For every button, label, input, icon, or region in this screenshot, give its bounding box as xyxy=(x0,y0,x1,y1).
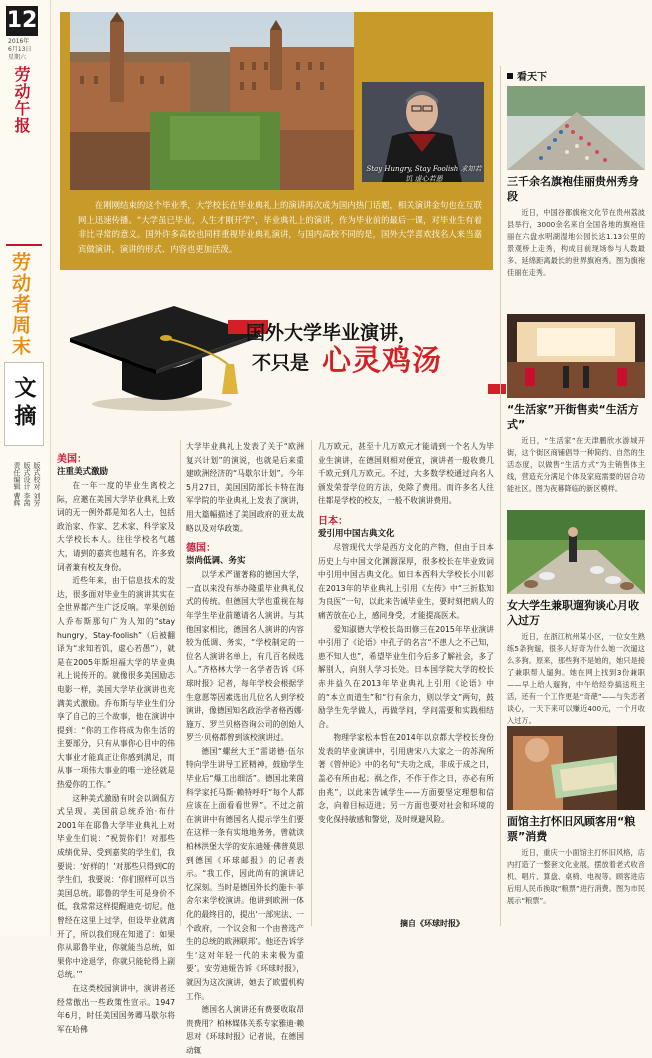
paragraph: 在一年一度的毕业生离校之际，应邀在美国大学毕业典礼上致词的无一例外都是知名人士，包括政治家、作家、艺术家、科学家及大学校长本人。往往学校名气越大，请到的嘉宾也越有名，许多致词者兼有校友身份。 xyxy=(57,481,175,572)
credit-proof: 版式校对 刘芳 xyxy=(33,462,41,507)
country-heading-jp: 日本： xyxy=(318,515,348,527)
subheading-jp: 爱引用中国古典文化 xyxy=(318,528,395,539)
credit-design: 版式设计 李茜 xyxy=(23,462,31,507)
news-body: 近日，在浙江杭州某小区，一位女生熟练5条狗遛，很多人好奇为什么她一次遛这么多狗。原来，那些狗不是她的，她只是接了兼职帮人遛狗。她在网上找到3份兼职——早上给人遛狗，中午给经券搞送班主活，还有一个工作更是“奇葩”——与失恋者谈心，一天下来可以赚近400元，一个月收入过万。 xyxy=(507,632,645,725)
article-column-2 xyxy=(186,440,304,1058)
lead-paragraph: 在刚刚结束的这个毕业季，大学校长在毕业典礼上的演讲再次成为国内热门话题，相关演讲金句也在互联网上迅速传播。“大学虽已毕业，人生才刚开学”，毕业典礼上的演讲，作为毕业前的最后一课，对毕业生有着非比寻常的意义。国外许多高校也同样重视毕业典礼演讲，与国内高校不同的是，国外大学喜欢找名人来当嘉宾做演讲，演讲的形式、内容也更加活泼。 xyxy=(78,200,482,254)
qipao-photo xyxy=(507,86,645,170)
headline-line1: 国外大学毕业演讲， xyxy=(246,322,418,344)
article-column-3 xyxy=(318,440,494,826)
news-body: 近日，重庆一小面馆主打怀旧风格，店内打造了一整套文化业展，摆放着老式收音机、唱片、算盘、桌椅、电视等。顾客进店后用人民币换取“粮票”进行消费。图为市民展示“粮票”。 xyxy=(507,848,645,905)
news-title: “生活家”开街售卖“生活方式” xyxy=(507,403,639,431)
news-title: 面馆主打怀旧风顾客用“粮票”消费 xyxy=(507,815,636,843)
page-number: 12 xyxy=(6,6,38,36)
subheading-us: 注重美式激励 xyxy=(57,467,109,477)
news-body: 近日，“生活家”在天津鹏欣水游城开街，这个街区商铺倡导一种简约、自然的生活态度，以做售“生活方式”为主销售体主线，营造充分满足个体及家庭需要的居合功能社区。图为夜幕降临的新区模样。 xyxy=(507,436,645,493)
paragraph: 大学毕业典礼上发表了关于“欧洲复兴计划”的演说，也就是后来重建欧洲经济的“马歇尔计划”。今年5月27日，美国国防部长卡特在海军学院的毕业典礼上发表了演讲，用大篇幅描述了美国政府的亚太战略以及对华政策。 xyxy=(186,442,304,533)
headline-highlight: 心灵鸡汤 xyxy=(322,343,443,377)
sidebar-divider xyxy=(500,66,501,926)
news-title: 三千余名旗袍佳丽贵州秀身段 xyxy=(507,175,639,203)
date-weekday: 星期六 xyxy=(8,54,27,61)
date-day: 6月13日 xyxy=(8,46,32,53)
country-heading-us: 美国： xyxy=(57,454,87,465)
graduation-cap-illustration xyxy=(62,286,262,414)
photo-caption: Stay Hungry, Stay Foolish 求知若饥 虚心若愚 xyxy=(366,165,482,183)
sidebar-heading: 看天下 xyxy=(507,68,547,83)
news-item xyxy=(507,86,645,279)
column-title: 劳动者周末 xyxy=(9,252,31,357)
paragraph: 尽管现代大学是西方文化的产物，但由于日本历史上与中国文化渊源深厚，很多校长在毕业致词中引用中国古典文化。如日本西科大学校长小川彰在2013年的毕业典礼上引用《左传》中“三折肱知为良医”一句，以此来告诫毕业生，要时刻把病人的痛苦放在心上，感同身受，才能提高医术。 xyxy=(318,542,494,620)
headline-ribbon-end xyxy=(488,384,506,394)
divider xyxy=(6,244,42,246)
campus-photo xyxy=(70,12,354,190)
paragraph: 德国名人演讲还有费要收取昂贵费用？柏林媒体关系专家雅迪·赖思对《环球时报》记者说，在德国动辄 xyxy=(186,1005,304,1055)
article-source: 摘自《环球时报》 xyxy=(400,919,464,928)
column-divider xyxy=(180,440,181,926)
paragraph: 这种美式激励有时会以调侃方式呈现。美国前总统乔治·布什2001年在耶鲁大学毕业典礼上对毕业生们说：“祝贺你们！对那些成绩优异、受到嘉奖的学生们，我要说：‘好样的！’对那些只得到C的学生们，我要说：‘你们照样可以当美国总统。耶鲁的学生可是身价不低，我常常这样提醒迪克·切尼。他曾经在这里上过学，但设毕业就离开了，所以我们现在知道了：如果你从耶鲁毕业，你就能当总统，如果你中途退学，你就只能轮得上副总统。’” xyxy=(57,793,175,980)
news-title: 女大学生兼职遛狗谈心月收入过万 xyxy=(507,599,639,627)
news-body: 近日，中国谷都旗袍文化节在贵州荔波县举行，3000余名来自全国各地的旗袍佳丽在六盘水明湖湿地公园长达1.13公里的景观桥上走秀，构成目前现场参与人数最多、延绵距离最长的世界旗袍秀。图为旗袍佳丽在走秀。 xyxy=(507,208,645,277)
paragraph: 爱知淑德大学校长岛田修三在2015年毕业演讲中引用了《论语》中孔子的名言“不患人之不己知，患不知人也”，希望毕业生们今后多了解社会，多了解别人，向别人学习长处。日本国学院大学的校长赤井益久在2013年毕业典礼上引用《论语》中的“本立而道生”和“行有余力，则以学文”两句，鼓励学生先学做人，再做学问，学问需要和实践相结合。 xyxy=(318,624,494,729)
paragraph: 物理学家松本哲在2014年以京都大学校长身份发表的毕业演讲中，引用唐宋八大家之一的苏洵所著《管仲论》中的名句“夫功之成，非成于成之日，盖必有所由起；祸之作，不作于作之日，亦必有所由兆”，以此来告诫学生——方面要坚定理想和信念，向着目标迈进；另一方面也要对社会和环境的变化保持敏感和警觉，及时规避风险。 xyxy=(318,733,494,824)
news-item xyxy=(507,510,645,727)
section-name: 文摘 xyxy=(4,362,44,446)
article-column-1 xyxy=(57,446,175,1036)
credit-editor: 责任编辑 曹辉 xyxy=(13,462,21,507)
paragraph: 德国“螺丝大王”雷诺德·伍尔特向学生讲导工匠精神，鼓励学生毕业后“爆工出细活”。德国北莱茵科学家托马斯·赖特呼吁“每个人都应该在上面看看世界”。不过之前在演讲中有德国名人提示学生们要在这样一条有实地地务务，曾就读柏林洪堡大学的安东迪娅·佛普莫思到德国《环球邮报》的记者表示。“我工作，因此尚有的演讲记忆深刻。当时是德国外长约施卡·菲舍尔来学校演讲。他讲到欧洲一体化的最终目的，提出‘一部宪法、一个政府，一个议会和一个由普选产生的总统的欧洲联邦’。他还告诉学生‘这对年轻一代的未来极为重要’。安劳迪娅告诉《环球时报》，就因为这次演讲，她去了欧盟机构工作。 xyxy=(186,746,304,1001)
newspaper-logo: 劳动午报 xyxy=(12,66,31,134)
paragraph: 几万欧元，甚至十几万欧元才能请到一个名人为毕业生演讲，在德国则相对便宜，演讲者一般收费几千欧元到几万欧元。不过，大多数学校通过向名人颁发荣誉学位的方法，免除了费用。而许多名人往往都是学校的校友，一般不收演讲费用。 xyxy=(318,442,494,506)
date-year: 2016年 xyxy=(8,38,30,45)
country-heading-de: 德国： xyxy=(186,543,216,555)
news-item xyxy=(507,314,645,495)
headline-line2: 不只是 xyxy=(252,352,310,374)
dog-walking-photo xyxy=(507,510,645,594)
news-item xyxy=(507,726,645,907)
paragraph: 以学术严谨著称的德国大学，一直以来没有举办隆重毕业典礼仪式的传统。但德国大学也重视在每年学生毕业前邀请名人演讲。与其他国家相比，德国名人演讲的内容较为低调、务实，“学校制定的一位名人演讲名单上，有几百名候选人。”齐格林大学一名学者告诉《环球时报》记者，每年学校会根据学生意愿等因素选出几位名人到学校演讲，像德国知名政治学者格西娜·施万、罗兰贝格咨询公司的创始人罗兰·贝格都曾到该校演讲过。 xyxy=(186,570,304,743)
issue-date xyxy=(8,38,42,62)
street-shop-photo xyxy=(507,314,645,398)
paragraph: 在这类校园演讲中，演讲者还经常傲出一些政策性宣示。1947年6月，时任美国国务卿马歇尔将军在哈佛 xyxy=(57,983,175,1034)
subheading-de: 崇尚低调、务实 xyxy=(186,556,246,567)
column-divider xyxy=(311,440,312,926)
ration-coupon-photo xyxy=(507,726,645,810)
paragraph: 近些年来，由于信息技术的发达，很多面对毕业生的演讲其实在全世界都产生广泛反响。苹果创始人乔布斯那句广为人知的“stay hungry，Stay-foolish”（后被翻译为“求知若饥，虚心若愚”），就是在2005年斯坦福大学的毕业典礼上说传开的。就像很多美国励志电影一样，美国大学毕业演讲也充满美式激励。乔布斯与毕业生们分享了自己的三个故事，他在演讲中提到：“你的工作将成为你生活的主要部分，只有从事你心目中的伟大事业才能真正让你感到满足，而从事一项伟大事业的唯一途径就是热爱你的工作。” xyxy=(57,576,175,790)
editor-credits xyxy=(10,462,42,506)
